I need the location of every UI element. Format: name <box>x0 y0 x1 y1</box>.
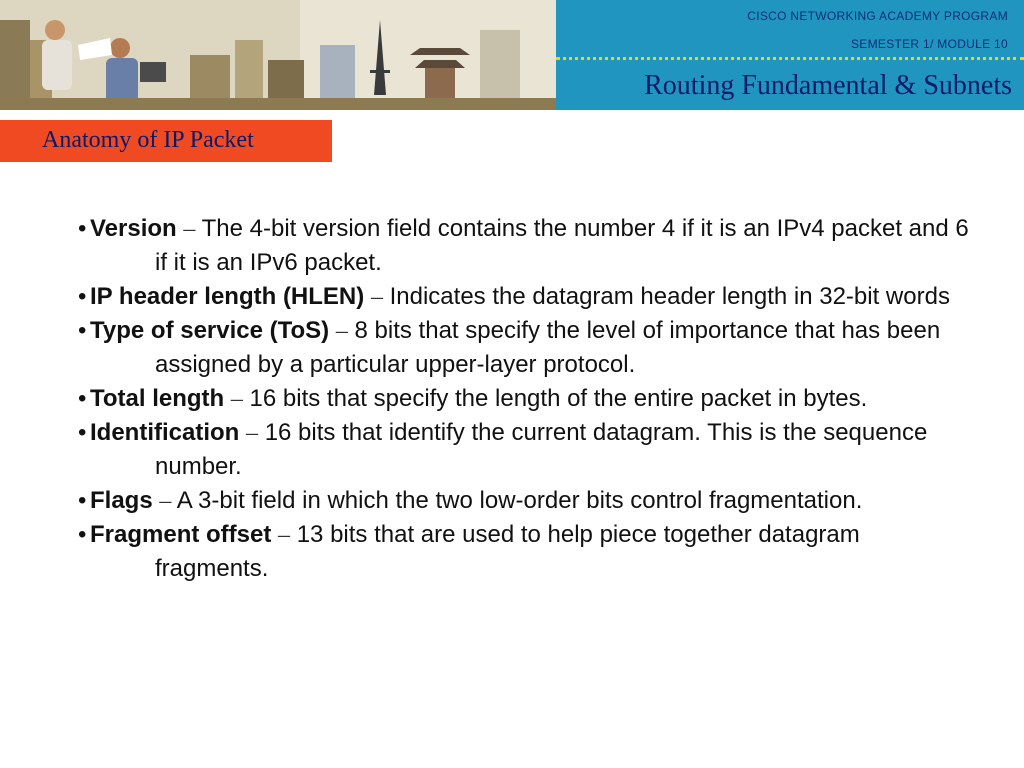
bullet-item <box>78 416 978 484</box>
slide-title: Routing Fundamental & Subnets <box>644 70 1012 101</box>
bullet-icon: • <box>78 419 87 446</box>
bullet-term: Fragment offset <box>90 521 272 548</box>
section-title-box <box>0 120 332 162</box>
semester-label: SEMESTER 1/ MODULE 10 <box>850 37 1008 51</box>
bullet-dash: – <box>159 488 172 514</box>
bullet-item <box>78 382 978 416</box>
bullet-icon: • <box>78 487 87 514</box>
bullet-icon: • <box>78 385 87 412</box>
bullet-dash: – <box>370 284 383 310</box>
bullet-term: Version <box>90 215 177 242</box>
bullet-desc: 16 bits that specify the length of the entire packet in bytes. <box>249 385 868 412</box>
bullet-desc: 13 bits that are used to help piece together datagram fragments. <box>155 521 860 582</box>
bullet-dash: – <box>183 216 196 242</box>
bullet-icon: • <box>78 521 87 548</box>
bullet-dash: – <box>335 318 348 344</box>
bullet-item <box>78 280 978 314</box>
bullet-desc: Indicates the datagram header length in 32-bit words <box>389 283 950 310</box>
bullet-list <box>78 212 978 586</box>
bullet-icon: • <box>78 283 87 310</box>
bullet-desc: 16 bits that identify the current datagram. This is the sequence number. <box>155 419 928 480</box>
bullet-term: Type of service (ToS) <box>90 317 330 344</box>
bullet-item <box>78 314 978 382</box>
bullet-item <box>78 518 978 586</box>
banner-illustration <box>0 0 556 110</box>
banner-image <box>0 0 556 110</box>
bullet-dash: – <box>230 386 243 412</box>
program-label: CISCO NETWORKING ACADEMY PROGRAM <box>747 9 1008 23</box>
bullet-desc: 8 bits that specify the level of importance that has been assigned by a particular upper-layer protocol. <box>155 317 941 378</box>
slide-header <box>0 0 1024 110</box>
bullet-desc: A 3-bit field in which the two low-order bits control fragmentation. <box>176 487 863 514</box>
section-title: Anatomy of IP Packet <box>42 127 254 153</box>
bullet-dash: – <box>246 420 259 446</box>
bullet-item <box>78 212 978 280</box>
bullet-icon: • <box>78 215 87 242</box>
bullet-dash: – <box>278 522 291 548</box>
bullet-item <box>78 484 978 518</box>
bullet-term: Identification <box>90 419 240 446</box>
bullet-icon: • <box>78 317 87 344</box>
bullet-term: Total length <box>90 385 225 412</box>
bullet-term: Flags <box>90 487 153 514</box>
bullet-desc: The 4-bit version field contains the number 4 if it is an IPv4 packet and 6 if it is an IPv6 packet. <box>155 215 969 276</box>
dotted-divider <box>556 57 1024 60</box>
bullet-term: IP header length (HLEN) <box>90 283 365 310</box>
